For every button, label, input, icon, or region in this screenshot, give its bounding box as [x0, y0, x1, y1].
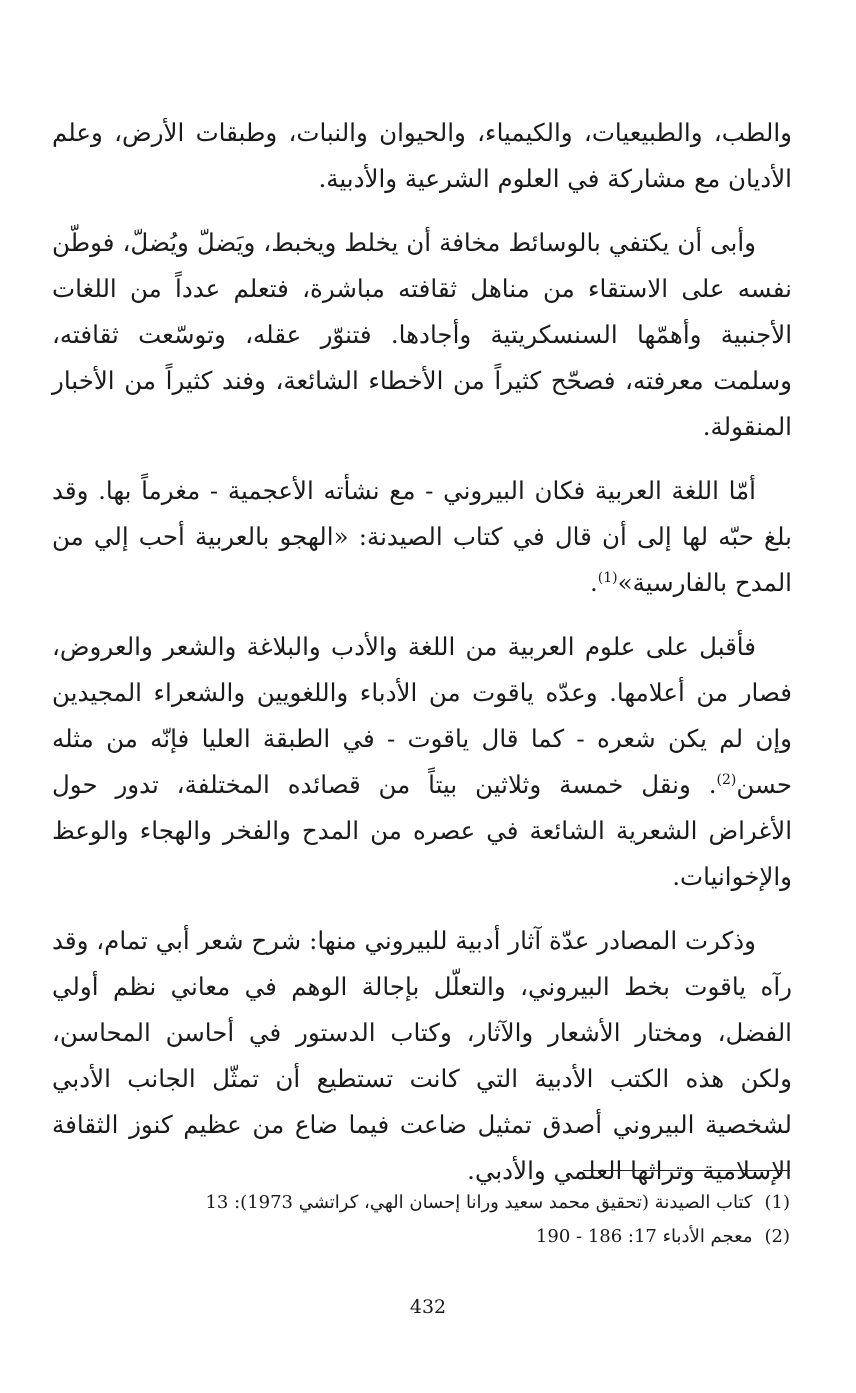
paragraph-4-text: فأقبل على علوم العربية من اللغة والأدب والبلاغة والشعر والعروض، فصار من أعلامها. وعدّه ياقوت من الأدباء واللغويين والشعراء المجيدين وإن لم يكن شعره - كما قال ياقوت - في الطبقة العليا فإنّه من مثله حسن — [52, 632, 792, 799]
page-number: 432 — [409, 1296, 447, 1318]
paragraph-4 — [52, 624, 792, 900]
paragraph-1-text: والطب، والطبيعيات، والكيمياء، والحيوان والنبات، وطبقات الأرض، وعلم الأديان مع مشاركة في العلوم الشرعية والأدبية. — [52, 118, 792, 193]
footnote-1 — [100, 1186, 790, 1220]
paragraph-4-text-end: . ونقل خمسة وثلاثين بيتاً من قصائده المختلفة، تدور حول الأغراض الشعرية الشائعة في عصره من المدح والفخر والهجاء والوعظ والإخوانيات. — [52, 770, 792, 891]
paragraph-1 — [52, 110, 792, 202]
paragraph-3-text: أمّا اللغة العربية فكان البيروني - مع نشأته الأعجمية - مغرماً بها. وقد بلغ حبّه لها إلى أن قال في كتاب الصيدنة: «الهجو بالعربية أحب إلي من المدح بالفارسية» — [52, 476, 792, 597]
paragraph-3 — [52, 468, 792, 606]
footnote-2-text: معجم الأدباء 17: 186 - 190 — [535, 1226, 753, 1247]
footnote-separator — [583, 1170, 790, 1171]
paragraph-2-text: وأبى أن يكتفي بالوسائط مخافة أن يخلط ويخبط، ويَضلّ ويُضلّ، فوطّن نفسه على الاستقاء من مناهل ثقافته مباشرة، فتعلم عدداً من اللغات الأجنبية وأهمّها السنسكريتية وأجادها. فتنوّر عقله، وتوسّعت ثقافته، وسلمت معرفته، فصحّح كثيراً من الأخطاء الشائعة، وفند كثيراً من الأخبار المنقولة. — [52, 228, 792, 441]
footnote-ref-1: (1) — [597, 569, 618, 586]
body-text — [52, 110, 792, 1212]
footnotes — [100, 1186, 790, 1254]
paragraph-2 — [52, 220, 792, 450]
footnote-1-number: (1) — [764, 1192, 790, 1213]
footnote-2 — [100, 1220, 790, 1254]
paragraph-5-text: وذكرت المصادر عدّة آثار أدبية للبيروني منها: شرح شعر أبي تمام، وقد رآه ياقوت بخط البيروني، والتعلّل بإجالة الوهم في معاني نظم أولي الفضل، ومختار الأشعار والآثار، وكتاب الدستور في أحاسن المحاسن، ولكن هذه الكتب الأدبية التي كانت تستطيع أن تمثّل الجانب الأدبي لشخصية البيروني أصدق تمثيل ضاعت فيما ضاع من عظيم كنوز الثقافة الإسلامية وتراثها العلمي والأدبي. — [52, 926, 792, 1185]
footnote-2-number: (2) — [764, 1226, 790, 1247]
paragraph-3-text-end: . — [589, 568, 598, 597]
footnote-ref-2: (2) — [716, 771, 737, 788]
footnote-1-text: كتاب الصيدنة (تحقيق محمد سعيد ورانا إحسان الهي، كراتشي 1973): 13 — [205, 1192, 753, 1213]
paragraph-5 — [52, 918, 792, 1194]
